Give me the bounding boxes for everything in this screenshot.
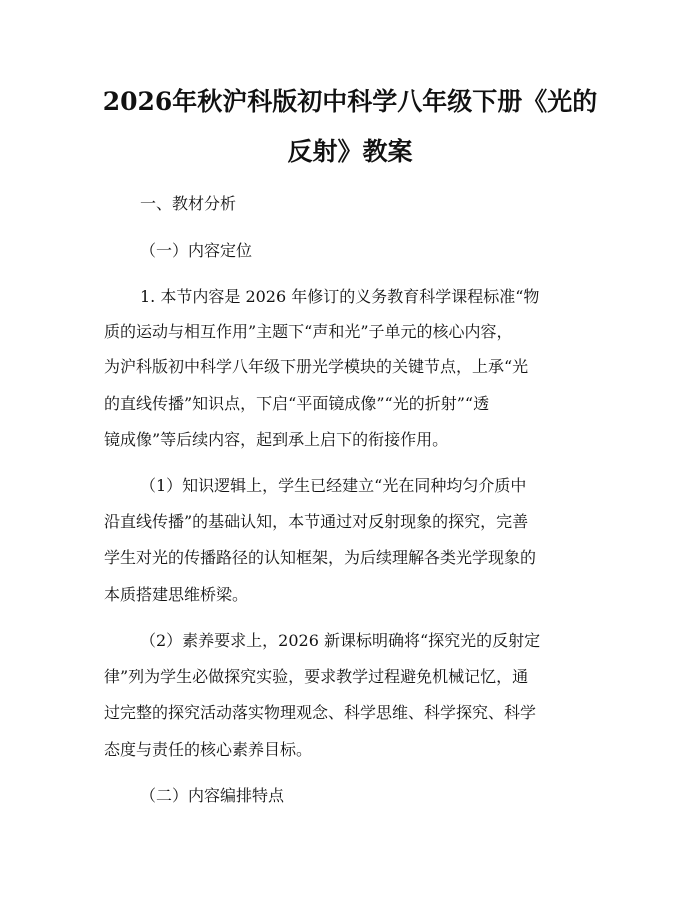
- subsection-heading-content-positioning: （一）内容定位: [140, 241, 253, 260]
- paragraph-2-line: 沿直线传播”的基础认知，本节通过对反射现象的探究，完善: [104, 512, 529, 531]
- paragraph-2-line: （1）知识逻辑上，学生已经建立“光在同种均匀介质中: [140, 476, 527, 495]
- subsection-heading-content-arrangement: （二）内容编排特点: [140, 786, 285, 805]
- paragraph-3-line: （2）素养要求上，2026 新课标明确将“探究光的反射定: [140, 631, 541, 650]
- paragraph-3-line: 态度与责任的核心素养目标。: [104, 740, 313, 759]
- paragraph-1-line: 的直线传播”知识点，下启“平面镜成像”“光的折射”“透: [104, 394, 490, 413]
- paragraph-1-line: 1. 本节内容是 2026 年修订的义务教育科学课程标准“物: [140, 287, 540, 306]
- paragraph-1-line: 镜成像”等后续内容，起到承上启下的衔接作用。: [104, 430, 449, 449]
- document-title-line-1: 2026年秋沪科版初中科学八年级下册《光的: [102, 87, 598, 116]
- document-title-line-2: 反射》教案: [287, 137, 413, 166]
- paragraph-3-line: 过完整的探究活动落实物理观念、科学思维、科学探究、科学: [104, 703, 537, 722]
- paragraph-2-line: 学生对光的传播路径的认知框架，为后续理解各类光学现象的: [104, 548, 537, 567]
- paragraph-1-line: 为沪科版初中科学八年级下册光学模块的关键节点，上承“光: [104, 357, 529, 376]
- paragraph-3-line: 律”列为学生必做探究实验，要求教学过程避免机械记忆，通: [104, 667, 529, 686]
- paragraph-1-line: 质的运动与相互作用”主题下“声和光”子单元的核心内容，: [104, 322, 513, 341]
- section-heading-teaching-material-analysis: 一、教材分析: [140, 194, 237, 213]
- paragraph-2-line: 本质搭建思维桥梁。: [104, 585, 249, 604]
